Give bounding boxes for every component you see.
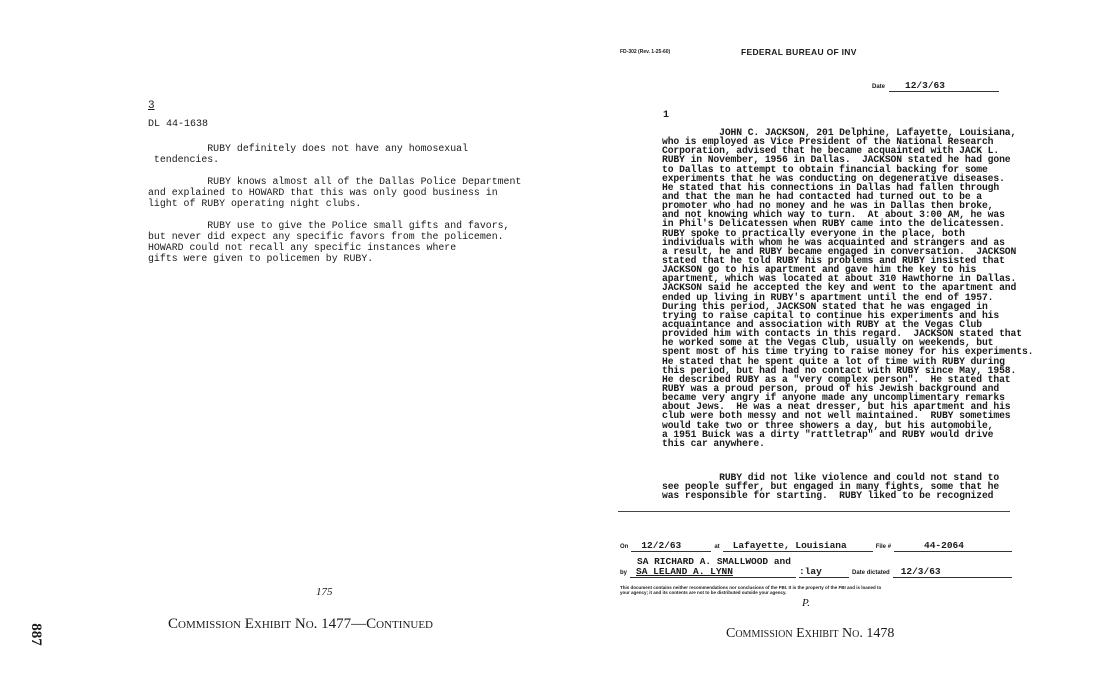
text-line: Corporation, advised that he became acquainted with JACK L. [662,145,1000,157]
text-line: trying to raise capital to continue his experiments and his [662,309,1000,321]
handwritten-mark: P. [802,597,811,609]
date-field [872,80,999,92]
agents-line-1: SA RICHARD A. SMALLWOOD and [637,556,791,567]
exhibit-caption-1478: Commission Exhibit No. 1478 [726,626,895,641]
text-line: experiments that he was conducting on degenerative diseases. [662,172,1005,184]
text-line: stated that he told RUBY his problems and RUBY insisted that [662,254,1005,266]
text-line: spent most of his time trying to raise money for his experiments. [662,346,1034,358]
text-line: RUBY knows almost all of the Dallas Police Department [148,176,522,187]
text-line: He stated that he spent quite a lot of time with RUBY during [662,355,1005,367]
page-marker-right: 1 [663,110,670,121]
text-line: light of RUBY operating night clubs. [148,198,362,209]
text-line: HOWARD could not recall any specific instances where [148,242,457,253]
text-line: about Jews. He was a neat dresser, but his apartment and his [662,401,1011,413]
footer-by-row [620,566,1012,578]
text-line: RUBY use to give the Police small gifts and favors, [148,220,510,231]
right-body-paragraph-2 [662,473,999,500]
agency-header: FEDERAL BUREAU OF INV [741,47,857,57]
text-line: see people suffer, but engaged in many fights, some that he [662,481,1000,493]
disclaimer: This document contains neither recommendations nor conclusions of the FBI. It is the property of the FBI and is loaned to your agency; it and its contents are not to be distributed outside your agency. [620,585,882,595]
text-line: RUBY spoke to practically everyone in the place, both [662,227,965,239]
text-line: club were both messy and not well maintained. RUBY sometimes [662,410,1011,422]
text-line: RUBY in November, 1956 in Dallas. JACKSON stated he had gone [662,154,1011,166]
text-line: became very angry if anyone made any uncomplimentary remarks [662,392,1005,404]
text-line: and not knowing which way to turn. At about 3:00 AM, he was [662,209,1005,221]
page-marker: 3 [148,100,155,112]
text-line: this car anywhere. [662,437,765,449]
on-label: On [620,544,629,550]
text-line: apartment, which was located at about 310 Hawthorne in Dallas. [662,273,1017,285]
text-line: He described RUBY as a "very complex person". He stated that [662,373,1011,385]
text-line: individuals with whom he was acquainted and strangers and as [662,236,1005,248]
text-line: who is employed as Vice President of the National Research [662,136,994,148]
text-line: provided him with contacts in this regard. JACKSON stated that [662,328,1022,340]
text-line: he worked some at the Vegas Club, usually on weekends, but [662,337,994,349]
text-line: During this period, JACKSON stated that he was engaged in [662,300,988,312]
text-line: tendencies. [148,154,220,165]
agents-line-2: SA LELAND A. LYNN [630,566,796,578]
text-line: promoter who had no money and he was in Dallas then broke, [662,200,994,212]
dictated-value: 12/3/63 [893,566,1012,578]
text-line: acquaintance and association with RUBY at the Vegas Club [662,318,982,330]
left-body [148,143,521,275]
paragraph [148,176,521,209]
handwritten-number: 175 [316,586,333,598]
right-body-paragraph-1 [662,128,1033,448]
by-label: by [620,570,628,576]
footer-on-row [620,540,1012,552]
text-line: a 1951 Buick was a dirty "rattletrap" and RUBY would drive [662,428,994,440]
date-label: Date [872,84,886,90]
text-line: and that the man he had contacted had turned out to be a [662,190,982,202]
volume-page-number: 887 [27,623,44,646]
page-rule [618,511,1010,512]
text-line: to Dallas to attempt to obtain financial backing for some [662,163,988,175]
on-date: 12/2/63 [631,540,711,552]
text-line: this period, but had had no contact with RUBY since May, 1958. [662,364,1017,376]
text-line: a result, he and RUBY became engaged in conversation. JACKSON [662,245,1017,257]
exhibit-caption-1477: Commission Exhibit No. 1477—Continued [168,616,433,632]
file-value: 44-2064 [894,540,1012,552]
form-number: FD-302 (Rev. 1-25-60) [620,49,671,55]
text-line: He stated that his connections in Dallas had fallen through [662,181,1000,193]
text-line: JACKSON go to his apartment and gave him the key to his [662,264,977,276]
at-location: Lafayette, Louisiana [723,540,873,552]
dictated-label: Date dictated [852,570,890,576]
file-label: File # [875,544,892,550]
text-line: in Phil's Delicatessen when RUBY came into the delicatessen. [662,218,1005,230]
text-line: ended up living in RUBY's apartment until the end of 1957. [662,291,994,303]
text-line: RUBY was a proud person, proud of his Jewish background and [662,382,1000,394]
text-line: and explained to HOWARD that this was only good business in [148,187,498,198]
paragraph [148,143,521,165]
text-line: RUBY did not like violence and could not stand to [662,472,1000,483]
at-label: at [714,544,720,550]
file-number: DL 44-1638 [148,119,209,130]
text-line: JACKSON said he accepted the key and went to the apartment and [662,282,1017,294]
text-line: gifts were given to policemen by RUBY. [148,253,374,264]
date-value: 12/3/63 [889,80,999,92]
text-line: RUBY definitely does not have any homosexual [148,143,469,154]
text-line: would take two or three showers a day, but his automobile, [662,419,994,431]
text-line: but never did expect any specific favors from the policemen. [148,231,504,242]
text-line: JOHN C. JACKSON, 201 Delphine, Lafayette, Louisiana, [662,127,1017,138]
text-line: was responsible for starting. RUBY liked to be recognized [662,490,994,502]
typist-initials: :lay [799,566,849,578]
paragraph [148,220,521,264]
